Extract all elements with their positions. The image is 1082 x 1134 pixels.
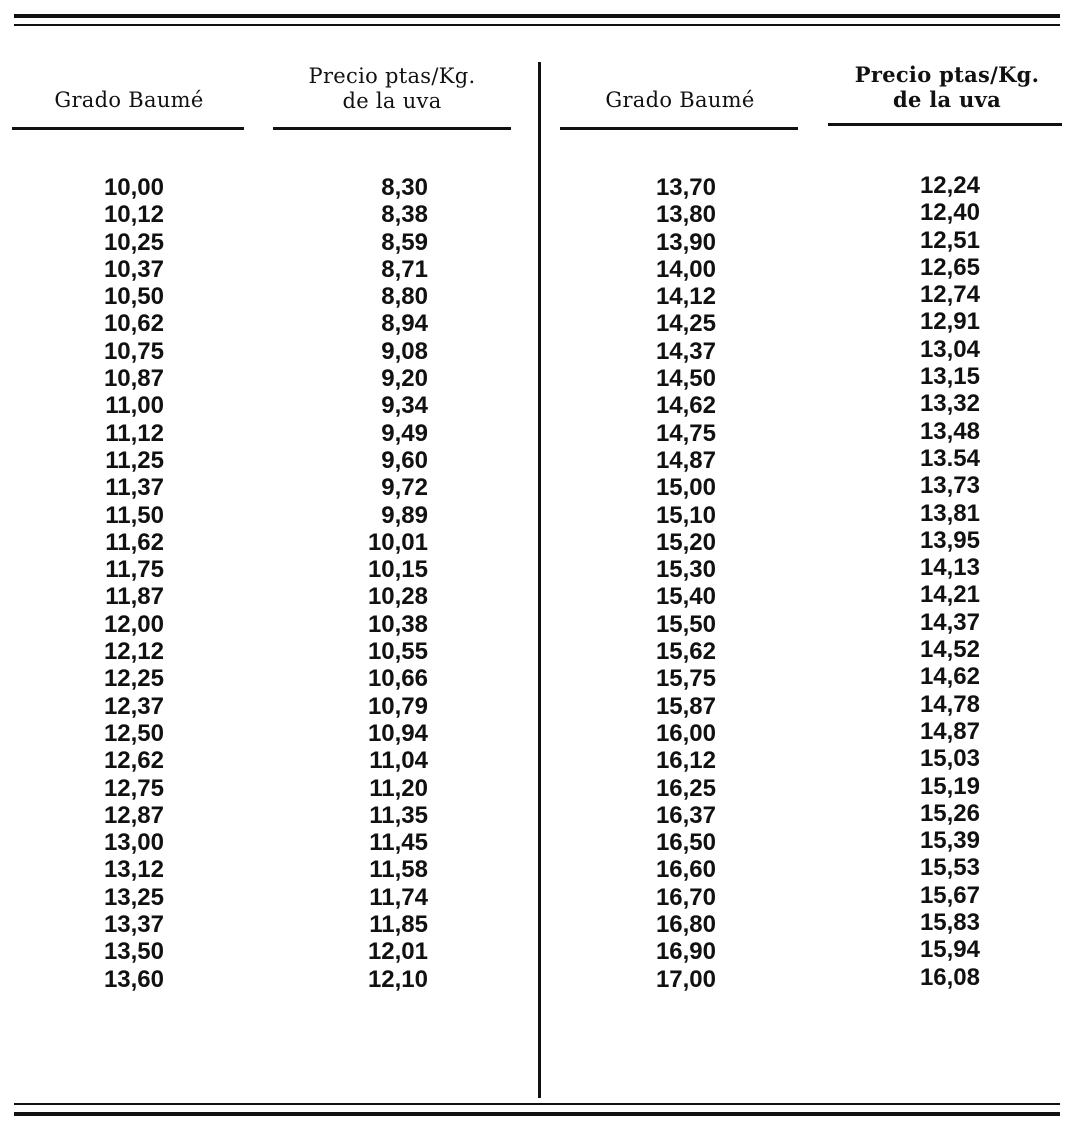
grado-right-cell: 16,00	[655, 719, 716, 747]
grado-left-cell: 12,75	[103, 774, 164, 802]
grado-right-cell: 14,75	[655, 419, 716, 447]
precio-left-cell: 12,01	[367, 938, 428, 966]
precio-right-cell: 14,21	[919, 581, 980, 609]
header-underline-precio-right	[828, 123, 1062, 126]
precio-left-cell: 8,30	[381, 174, 428, 201]
grado-left-cell: 11,37	[105, 474, 164, 502]
precio-right-cell: 12,91	[919, 308, 980, 336]
grado-right-cell: 15,62	[655, 638, 716, 666]
grado-right-cell: 16,70	[655, 883, 716, 911]
precio-right-cell: 13,32	[919, 390, 980, 418]
grado-right-cell: 15,10	[655, 501, 716, 529]
column-grado-left	[60, 174, 164, 993]
precio-left-cell: 10,01	[367, 528, 428, 556]
grado-right-cell: 14,87	[655, 446, 716, 474]
grado-left-cell: 10,12	[103, 201, 164, 229]
grado-right-cell: 17,00	[655, 965, 716, 993]
precio-right-cell: 15,67	[919, 881, 980, 909]
center-column-divider	[538, 62, 541, 1098]
grado-right-cell: 15,00	[655, 474, 716, 502]
precio-right-cell: 14,13	[919, 554, 980, 582]
grado-left-cell: 10,25	[103, 228, 164, 256]
header-precio-left-line2: de la uva	[342, 89, 442, 113]
precio-left-cell: 8,94	[381, 310, 428, 338]
grado-left-cell: 13,60	[103, 965, 164, 993]
precio-left-cell: 9,60	[381, 446, 428, 474]
precio-left-cell: 11,04	[369, 747, 428, 775]
header-precio-left	[272, 64, 512, 114]
precio-right-cell: 16,08	[919, 963, 980, 991]
grado-right-cell: 14,50	[655, 365, 716, 393]
precio-right-cell: 15,39	[919, 827, 980, 855]
grado-left-cell: 11,87	[105, 583, 164, 611]
grado-right-cell: 14,00	[655, 255, 716, 283]
header-underline-grado-right	[560, 127, 798, 130]
grado-left-cell: 13,37	[103, 911, 164, 939]
grado-left-cell: 11,75	[105, 556, 164, 584]
precio-left-cell: 9,20	[381, 365, 428, 393]
grado-right-cell: 15,30	[655, 556, 716, 584]
precio-right-cell: 13,81	[919, 499, 980, 527]
grado-right-cell: 15,50	[655, 610, 716, 638]
grado-right-cell: 14,37	[655, 337, 716, 365]
precio-left-cell: 9,49	[381, 419, 428, 447]
precio-right-cell: 13,48	[919, 417, 980, 445]
header-precio-left-line1: Precio ptas/Kg.	[308, 64, 476, 88]
header-underline-grado-left	[12, 127, 244, 130]
grado-left-cell: 13,12	[103, 856, 164, 884]
precio-right-cell: 13,04	[919, 335, 980, 363]
precio-left-cell: 11,58	[369, 856, 428, 884]
grado-left-cell: 10,00	[103, 174, 164, 201]
top-double-rule-thick	[14, 14, 1060, 18]
precio-right-cell: 15,19	[919, 772, 980, 800]
precio-left-cell: 10,79	[367, 692, 428, 720]
precio-left-cell: 11,85	[369, 911, 428, 939]
precio-left-cell: 12,10	[367, 965, 428, 993]
precio-right-cell: 12,40	[919, 199, 980, 227]
grado-left-cell: 12,37	[103, 692, 164, 720]
header-grado-left-label: Grado Baumé	[54, 88, 204, 112]
precio-left-cell: 11,74	[369, 883, 428, 911]
grado-right-cell: 16,50	[655, 829, 716, 857]
precio-right-cell: 12,65	[919, 253, 980, 281]
top-double-rule-thin	[14, 24, 1060, 26]
grado-left-cell: 12,50	[103, 719, 164, 747]
column-precio-left	[330, 174, 428, 993]
precio-left-cell: 10,66	[367, 665, 428, 693]
header-grado-right-label: Grado Baumé	[605, 88, 755, 112]
grado-left-cell: 13,25	[103, 883, 164, 911]
precio-right-cell: 14,37	[919, 608, 980, 636]
bottom-double-rule-thick	[14, 1112, 1060, 1116]
header-precio-right-line1: Precio ptas/Kg.	[854, 62, 1040, 87]
precio-right-cell: 13,73	[919, 472, 980, 500]
precio-left-cell: 10,28	[367, 583, 428, 611]
grado-left-cell: 13,50	[103, 938, 164, 966]
precio-right-cell: 14,87	[919, 717, 980, 745]
grado-right-cell: 16,90	[655, 938, 716, 966]
grado-left-cell: 10,37	[103, 255, 164, 283]
precio-left-cell: 8,59	[381, 228, 428, 256]
precio-right-cell: 15,83	[919, 909, 980, 937]
grado-left-cell: 10,62	[103, 310, 164, 338]
precio-right-cell: 14,78	[919, 690, 980, 718]
grado-left-cell: 11,00	[105, 392, 164, 420]
precio-right-cell: 15,94	[919, 936, 980, 964]
grado-right-cell: 16,60	[655, 856, 716, 884]
precio-left-cell: 10,38	[367, 610, 428, 638]
precio-right-cell: 13,95	[919, 526, 980, 554]
grado-right-cell: 16,80	[655, 911, 716, 939]
column-precio-right	[876, 172, 980, 991]
precio-left-cell: 8,71	[381, 255, 428, 283]
precio-right-cell: 15,53	[919, 854, 980, 882]
precio-left-cell: 8,80	[381, 283, 428, 311]
grado-left-cell: 12,12	[103, 638, 164, 666]
precio-left-cell: 10,55	[367, 638, 428, 666]
grado-right-cell: 13,80	[655, 201, 716, 229]
precio-left-cell: 8,38	[381, 201, 428, 229]
precio-right-cell: 14,62	[919, 663, 980, 691]
precio-right-cell: 14,52	[919, 636, 980, 664]
precio-right-cell: 13.54	[919, 444, 980, 472]
grado-left-cell: 10,50	[103, 283, 164, 311]
header-precio-right	[822, 62, 1072, 112]
header-underline-precio-left	[273, 127, 511, 130]
grado-left-cell: 11,25	[105, 446, 164, 474]
grado-right-cell: 14,12	[655, 283, 716, 311]
grado-left-cell: 12,25	[103, 665, 164, 693]
precio-left-cell: 11,35	[369, 801, 428, 829]
grado-left-cell: 11,12	[105, 419, 164, 447]
precio-right-cell: 15,03	[919, 745, 980, 773]
grado-left-cell: 11,50	[105, 501, 164, 529]
precio-right-cell: 12,51	[919, 226, 980, 254]
grado-left-cell: 12,00	[103, 610, 164, 638]
precio-right-cell: 12,24	[919, 172, 980, 199]
precio-left-cell: 10,15	[367, 556, 428, 584]
grado-right-cell: 13,90	[655, 228, 716, 256]
bottom-double-rule-thin	[14, 1103, 1060, 1105]
precio-left-cell: 9,89	[381, 501, 428, 529]
grado-right-cell: 14,25	[655, 310, 716, 338]
grado-right-cell: 16,25	[655, 774, 716, 802]
grado-left-cell: 12,87	[103, 801, 164, 829]
grado-right-cell: 16,37	[655, 801, 716, 829]
grado-right-cell: 15,20	[655, 528, 716, 556]
precio-left-cell: 10,94	[367, 719, 428, 747]
column-grado-right	[612, 174, 716, 993]
grado-left-cell: 12,62	[103, 747, 164, 775]
precio-left-cell: 9,34	[381, 392, 428, 420]
grado-right-cell: 13,70	[655, 174, 716, 201]
precio-right-cell: 13,15	[919, 363, 980, 391]
grado-right-cell: 14,62	[655, 392, 716, 420]
grado-left-cell: 10,87	[103, 365, 164, 393]
grado-left-cell: 11,62	[105, 528, 164, 556]
header-precio-right-line2: de la uva	[892, 87, 1002, 112]
grado-left-cell: 13,00	[103, 829, 164, 857]
precio-left-cell: 11,20	[369, 774, 428, 802]
precio-left-cell: 9,08	[381, 337, 428, 365]
precio-left-cell: 9,72	[381, 474, 428, 502]
grado-right-cell: 15,75	[655, 665, 716, 693]
precio-right-cell: 12,74	[919, 281, 980, 309]
grado-right-cell: 15,40	[655, 583, 716, 611]
grado-right-cell: 16,12	[655, 747, 716, 775]
precio-left-cell: 11,45	[369, 829, 428, 857]
header-grado-right	[560, 88, 800, 113]
grado-right-cell: 15,87	[655, 692, 716, 720]
grado-left-cell: 10,75	[103, 337, 164, 365]
precio-right-cell: 15,26	[919, 799, 980, 827]
header-grado-left	[14, 88, 244, 113]
